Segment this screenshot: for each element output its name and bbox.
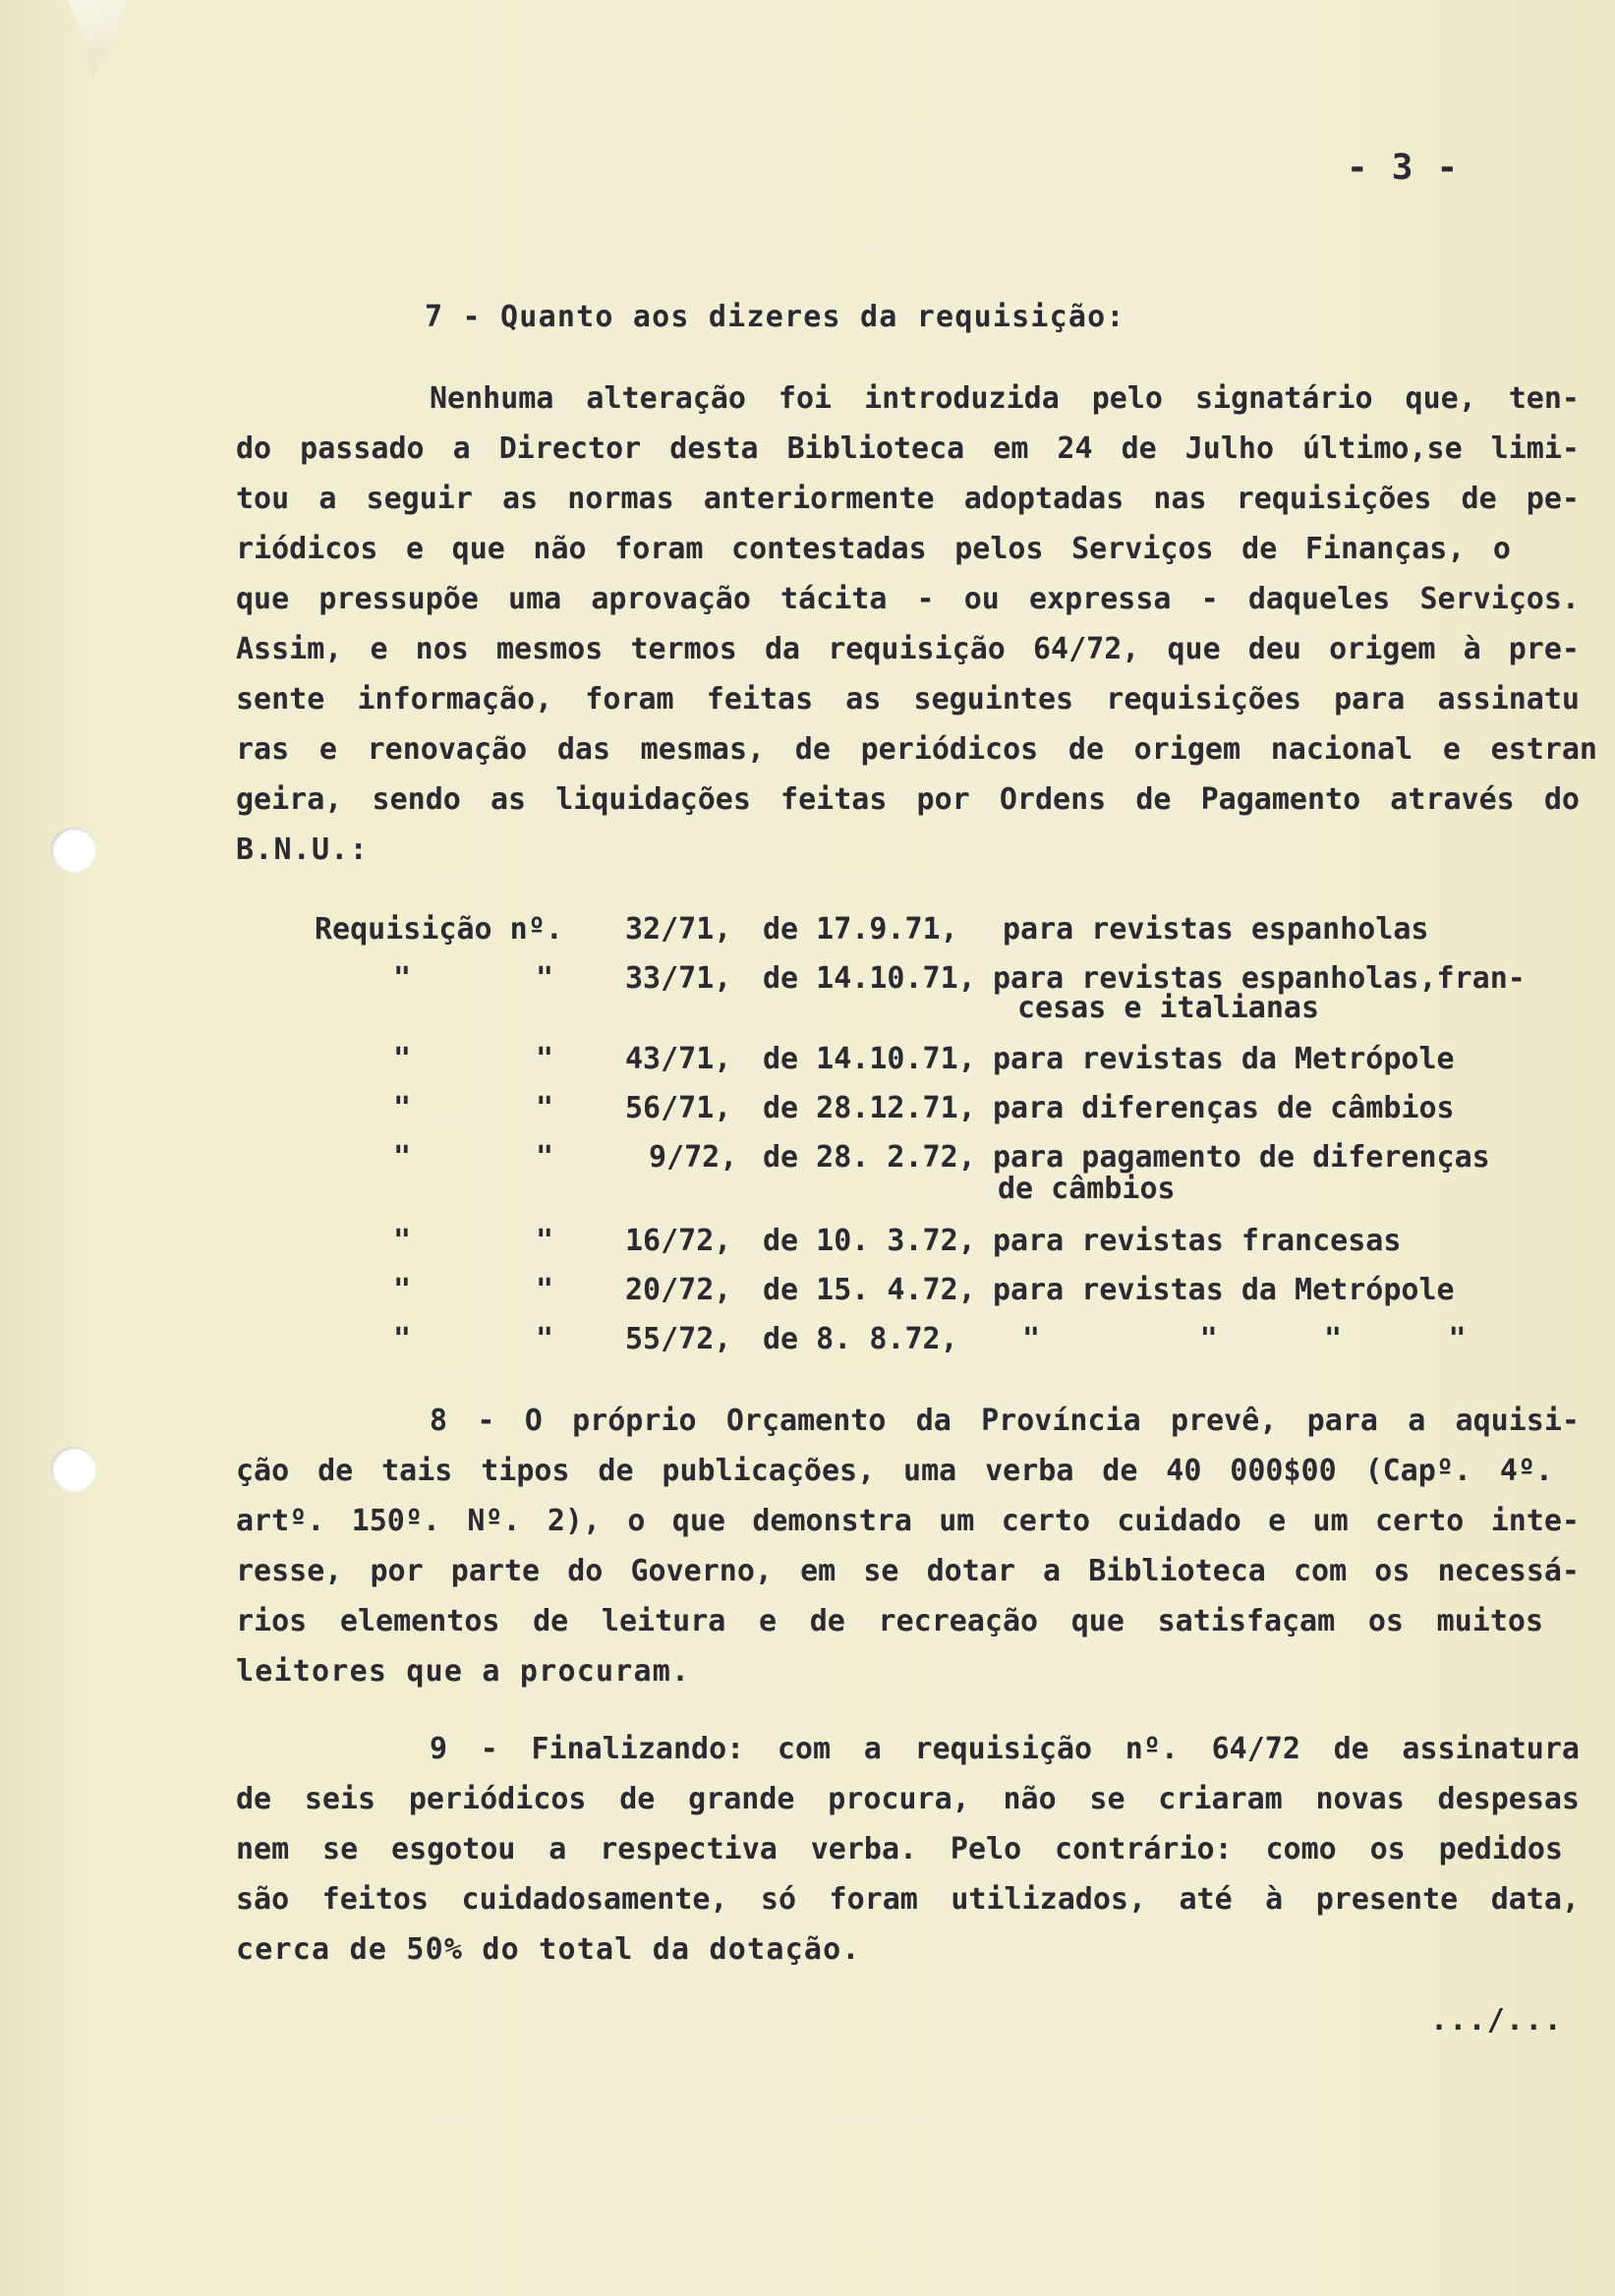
requisition-number: 32/71, bbox=[625, 912, 732, 947]
section-7-heading: 7 - Quanto aos dizeres da requisição: bbox=[425, 300, 1125, 334]
requisition-description: para revistas francesas bbox=[993, 1224, 1402, 1258]
paragraph-line: que pressupõe uma aprovação tácita - ou expressa - daqueles Serviços. bbox=[236, 582, 1580, 616]
requisition-description: para revistas espanholas,fran- bbox=[993, 961, 1526, 996]
paragraph-line: são feitos cuidadosamente, só foram utilizados, até à presente data, bbox=[236, 1882, 1580, 1917]
paragraph-line: Nenhuma alteração foi introduzida pelo signatário que, ten- bbox=[430, 381, 1580, 416]
requisition-number: 33/71, bbox=[625, 961, 732, 996]
requisition-label: Requisição nº. bbox=[315, 912, 563, 947]
ditto-mark: " bbox=[536, 1322, 554, 1356]
requisition-description-continued: cesas e italianas bbox=[1017, 991, 1320, 1025]
paragraph-line: de seis periódicos de grande procura, não se criaram novas despesas bbox=[236, 1782, 1580, 1816]
continuation-mark: .../... bbox=[1430, 2003, 1563, 2038]
requisition-number: 43/71, bbox=[625, 1042, 732, 1076]
requisition-date: de 17.9.71, bbox=[763, 912, 958, 947]
paragraph-line: ras e renovação das mesmas, de periódicos de origem nacional e estran bbox=[236, 732, 1597, 767]
requisition-number: 9/72, bbox=[649, 1140, 738, 1175]
ditto-mark: " bbox=[393, 1224, 412, 1258]
paragraph-line: 8 - O próprio Orçamento da Província prevê, para a aquisi- bbox=[430, 1404, 1580, 1438]
paragraph-line: tou a seguir as normas anteriormente adoptadas nas requisições de pe- bbox=[236, 482, 1580, 516]
requisition-date: de 14.10.71, bbox=[763, 1042, 976, 1076]
requisition-date: de 15. 4.72, bbox=[763, 1273, 976, 1307]
punch-hole bbox=[51, 1447, 96, 1492]
paragraph-line: geira, sendo as liquidações feitas por Ordens de Pagamento através do bbox=[236, 782, 1580, 817]
paragraph-line: Assim, e nos mesmos termos da requisição 64/72, que deu origem à pre- bbox=[236, 632, 1580, 666]
ditto-mark: " bbox=[393, 961, 412, 996]
paper-tear bbox=[69, 0, 128, 79]
paragraph-line: do passado a Director desta Biblioteca em 24 de Julho último,se limi- bbox=[236, 431, 1580, 466]
requisition-number: 55/72, bbox=[625, 1322, 732, 1356]
ditto-mark: " bbox=[393, 1140, 412, 1175]
punch-hole bbox=[51, 828, 96, 873]
ditto-mark: " bbox=[536, 1273, 554, 1307]
requisition-date: de 10. 3.72, bbox=[763, 1224, 976, 1258]
ditto-mark: " bbox=[536, 1091, 554, 1125]
paragraph-line: 9 - Finalizando: com a requisição nº. 64/72 de assinatura bbox=[430, 1732, 1580, 1766]
requisition-description: para pagamento de diferenças bbox=[993, 1140, 1490, 1175]
paragraph-line: sente informação, foram feitas as seguintes requisições para assinatu bbox=[236, 682, 1580, 717]
ditto-mark: " bbox=[393, 1042, 412, 1076]
paragraph-line: resse, por parte do Governo, em se dotar a Biblioteca com os necessá- bbox=[236, 1554, 1580, 1588]
ditto-mark: " bbox=[536, 1224, 554, 1258]
paragraph-line: ção de tais tipos de publicações, uma verba de 40 000$00 (Capº. 4º. bbox=[236, 1454, 1553, 1488]
paragraph-line: riódicos e que não foram contestadas pelos Serviços de Finanças, o bbox=[236, 532, 1511, 566]
requisition-description: " " " " bbox=[1022, 1322, 1467, 1356]
requisition-number: 20/72, bbox=[625, 1273, 732, 1307]
paragraph-line: B.N.U.: bbox=[236, 832, 369, 867]
requisition-description: para revistas da Metrópole bbox=[993, 1042, 1455, 1076]
page-number: - 3 - bbox=[1347, 147, 1460, 188]
paragraph-line: nem se esgotou a respectiva verba. Pelo contrário: como os pedidos bbox=[236, 1832, 1563, 1866]
requisition-number: 56/71, bbox=[625, 1091, 732, 1125]
ditto-mark: " bbox=[536, 1140, 554, 1175]
requisition-date: de 8. 8.72, bbox=[763, 1322, 958, 1356]
requisition-date: de 28. 2.72, bbox=[763, 1140, 976, 1175]
paragraph-line: leitores que a procuram. bbox=[236, 1654, 691, 1689]
paragraph-line: rios elementos de leitura e de recreação que satisfaçam os muitos bbox=[236, 1604, 1543, 1638]
paragraph-line: cerca de 50% do total da dotação. bbox=[236, 1932, 861, 1967]
requisition-date: de 14.10.71, bbox=[763, 961, 976, 996]
ditto-mark: " bbox=[536, 1042, 554, 1076]
requisition-description: para revistas da Metrópole bbox=[993, 1273, 1455, 1307]
paragraph-line: artº. 150º. Nº. 2), o que demonstra um certo cuidado e um certo inte- bbox=[236, 1504, 1580, 1538]
ditto-mark: " bbox=[536, 961, 554, 996]
requisition-number: 16/72, bbox=[625, 1224, 732, 1258]
requisition-description: para revistas espanholas bbox=[1003, 912, 1429, 947]
ditto-mark: " bbox=[393, 1091, 412, 1125]
requisition-date: de 28.12.71, bbox=[763, 1091, 976, 1125]
ditto-mark: " bbox=[393, 1273, 412, 1307]
requisition-description-continued: de câmbios bbox=[998, 1172, 1176, 1206]
requisition-description: para diferenças de câmbios bbox=[993, 1091, 1455, 1125]
ditto-mark: " bbox=[393, 1322, 412, 1356]
